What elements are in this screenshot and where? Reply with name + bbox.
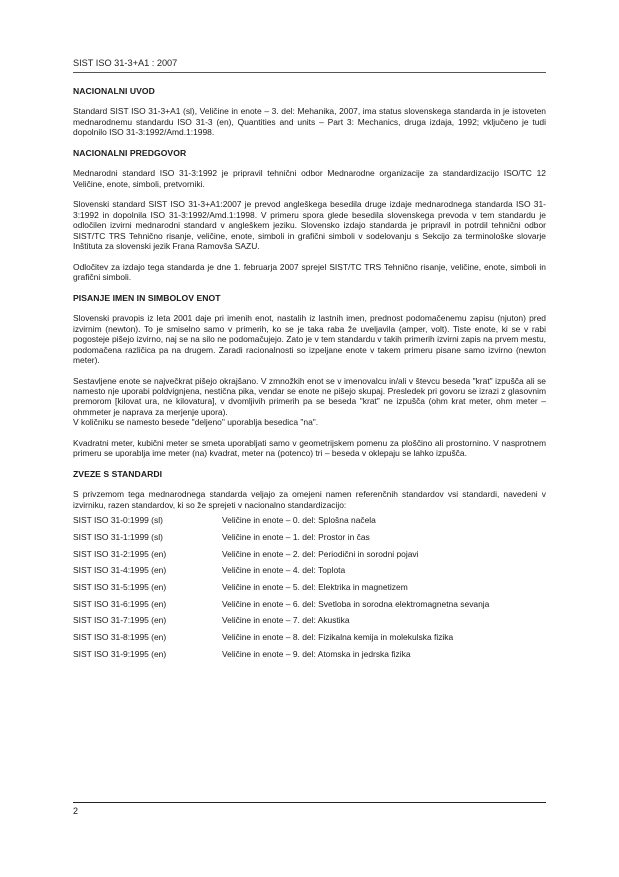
- running-header: SIST ISO 31-3+A1 : 2007: [73, 58, 178, 68]
- reference-code: SIST ISO 31-2:1995 (en): [73, 548, 167, 559]
- reference-title: Veličine in enote – 5. del: Elektrika in magnetizem: [222, 582, 408, 593]
- reference-title: Veličine in enote – 6. del: Svetloba in sorodna elektromagnetna sevanja: [222, 598, 490, 609]
- paragraph: Slovenski standard SIST ISO 31-3+A1:2007 je prevod angleškega besedila druge izdaje mednarodnega standarda ISO 31-3:1992 in dopolnila ISO 31-3:1992/Amd.1:1998. V primeru spora glede besedila slovenskega prevoda v tem standardu je odločilen izvirni mednarodni standard v angleškem jeziku. Slovensko izdajo standarda je pripravil in potrdil tehnični odbor SIST/TC TRS Tehnično risanje, veličine, enote, simboli in grafični simboli v sodelovanju s Sekcijo za terminološke slovarje Inštituta za slovenski jezik Frana Ramovša SAZU.: [73, 199, 546, 252]
- reference-code: SIST ISO 31-5:1995 (en): [73, 582, 167, 593]
- reference-title: Veličine in enote – 4. del: Toplota: [222, 565, 346, 576]
- paragraph: Slovenski pravopis iz leta 2001 daje pri imenih enot, nastalih iz lastnih imen, prednost podomačenemu zapisu (njuton) pred izvirnim (newton). To je smiselno samo v primerih, ko se je taka raba že uveljavila (amper, volt). Tiste enote, ki se v rabi pogosteje pišejo izvirno, naj se na silo ne podomačujejo. Zato je v tem standardu v takih primerih izvirni zapis na prvem mestu, podomačena različica pa na drugem. Zaradi racionalnosti so izpeljane enote v takem primeru pisane samo izvirno (newton meter).: [73, 313, 546, 365]
- page-content: [73, 86, 546, 666]
- paragraph: Mednarodni standard ISO 31-3:1992 je pripravil tehnični odbor Mednarodne organizacije za standardizacijo ISO/TC 12 Veličine, enote, simboli, pretvorniki.: [73, 168, 546, 189]
- reference-code: SIST ISO 31-9:1995 (en): [73, 648, 167, 659]
- section-heading: ZVEZE S STANDARDI: [73, 469, 163, 480]
- section-heading: NACIONALNI UVOD: [73, 86, 155, 96]
- reference-row: [73, 582, 546, 592]
- section-national-introduction: [73, 86, 546, 138]
- header-rule: [73, 72, 546, 73]
- section-heading: NACIONALNI PREDGOVOR: [73, 147, 187, 158]
- section-unit-names-writing: [73, 293, 546, 459]
- reference-row: [73, 515, 546, 525]
- reference-code: SIST ISO 31-4:1995 (en): [73, 565, 167, 576]
- paragraph: Sestavljene enote se največkrat pišejo okrajšano. V zmnožkih enot se v imenovalcu in/ali v števcu beseda "krat" izpušča ali se namesto nje uporabi poldvignjena, nestična pika, vendar se enote ne pišejo skupaj. Presledek pri govoru se izrazi z glasovnim premorom [kilovat ura, ne kilovatura], v dvomljivih primerih pa se beseda "krat" ne izpušča (ohm krat meter, ohm meter – ohmmeter je naprava za merjenje upora).: [73, 375, 546, 417]
- reference-row: [73, 615, 546, 625]
- reference-code: SIST ISO 31-0:1999 (sl): [73, 515, 163, 526]
- section-national-foreword: [73, 148, 546, 283]
- reference-title: Veličine in enote – 7. del: Akustika: [222, 615, 350, 626]
- reference-row: [73, 599, 546, 609]
- reference-row: [73, 649, 546, 659]
- paragraph: Standard SIST ISO 31-3+A1 (sl), Veličine in enote – 3. del: Mehanika, 2007, ima status slovenskega standarda in je istoveten mednarodnemu standardu ISO 31-3 (en), Quantities and units – Part 3: Mechanics, druga izdaja, 1992; vključeno je tudi dopolnilo ISO 31-3:1992/Amd.1:1998.: [73, 106, 546, 138]
- paragraph: V količniku se namesto besede "deljeno" uporablja besedica "na".: [73, 417, 319, 428]
- reference-title: Veličine in enote – 9. del: Atomska in jedrska fizika: [222, 648, 411, 659]
- section-heading: PISANJE IMEN IN SIMBOLOV ENOT: [73, 292, 221, 303]
- page-number: 2: [73, 806, 79, 816]
- reference-code: SIST ISO 31-8:1995 (en): [73, 632, 167, 643]
- reference-code: SIST ISO 31-6:1995 (en): [73, 598, 167, 609]
- reference-row: [73, 565, 546, 575]
- footer-rule: [73, 802, 546, 803]
- reference-title: Veličine in enote – 1. del: Prostor in čas: [222, 531, 370, 542]
- reference-code: SIST ISO 31-7:1995 (en): [73, 615, 167, 626]
- reference-row: [73, 632, 546, 642]
- paragraph: S privzemom tega mednarodnega standarda veljajo za omejeni namen referenčnih standardov vsi standardi, navedeni v izvirniku, razen standardov, ki so že sprejeti v nacionalno standardizacijo:: [73, 489, 546, 510]
- reference-code: SIST ISO 31-1:1999 (sl): [73, 531, 163, 542]
- paragraph: Kvadratni meter, kubični meter se smeta uporabljati samo v geometrijskem pomenu za ploščino ali prostornino. V nasprotnem primeru se uporablja ime meter (na) kvadrat, meter na (potenco) tri – beseda v oklepaju se lahko izpušča.: [73, 437, 546, 459]
- reference-title: Veličine in enote – 0. del: Splošna načela: [222, 515, 376, 526]
- reference-row: [73, 532, 546, 542]
- reference-title: Veličine in enote – 2. del: Periodični in sorodni pojavi: [222, 548, 419, 559]
- section-related-standards: [73, 469, 546, 659]
- reference-title: Veličine in enote – 8. del: Fizikalna kemija in molekulska fizika: [222, 632, 454, 643]
- paragraph: Odločitev za izdajo tega standarda je dne 1. februarja 2007 sprejel SIST/TC TRS Tehnično risanje, veličine, enote, simboli in grafični simboli.: [73, 261, 546, 283]
- reference-row: [73, 549, 546, 559]
- reference-standards-list: [73, 515, 546, 659]
